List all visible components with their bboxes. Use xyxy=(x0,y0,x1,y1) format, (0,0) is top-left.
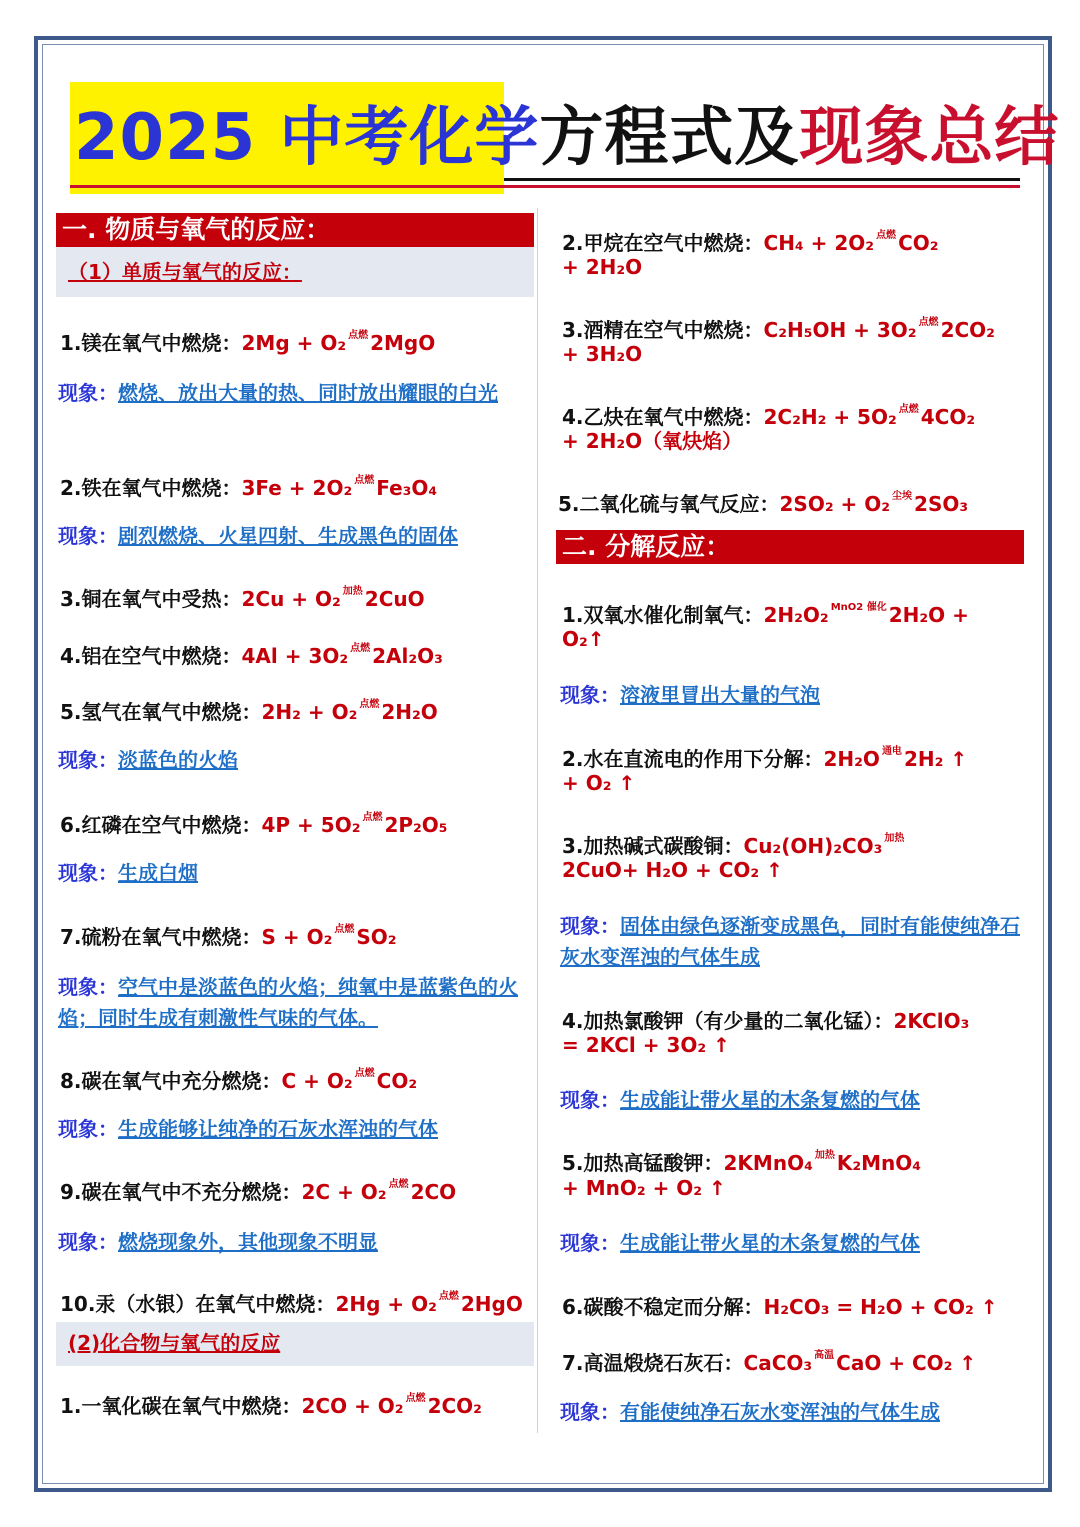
phenomenon-row xyxy=(58,745,528,776)
equation-text: 3Fe + 2O₂ xyxy=(241,476,353,500)
reaction-condition: 通电 xyxy=(881,746,902,757)
reaction-condition: 加热 xyxy=(884,833,905,844)
equation-text: K₂MnO₄ xyxy=(836,1151,922,1175)
title-underline-black xyxy=(504,178,1020,181)
reaction-label: 4.加热氯酸钾（有少量的二氧化锰）： xyxy=(562,1009,894,1033)
title-underline-red xyxy=(70,185,1020,188)
reaction-condition: 点燃 xyxy=(438,1291,459,1302)
equation-continuation xyxy=(562,1173,726,1203)
reaction-label: 5.加热高锰酸钾： xyxy=(562,1151,724,1175)
section-heading-1: 一. 物质与氧气的反应： xyxy=(56,213,534,247)
reaction-condition: 点燃 xyxy=(348,330,369,341)
reaction-label: 7.高温煅烧石灰石： xyxy=(562,1351,744,1375)
equation-row xyxy=(558,482,968,519)
phenomenon-row xyxy=(58,1114,528,1145)
phenomenon-row xyxy=(58,378,528,409)
equation-continuation xyxy=(562,252,642,282)
reaction-condition: 高温 xyxy=(814,1350,835,1361)
reaction-condition: 加热 xyxy=(342,586,363,597)
equation-text: + 2H₂O（氧炔焰） xyxy=(562,429,743,453)
reaction-condition: 点燃 xyxy=(350,643,371,654)
equation-text: SO₂ xyxy=(356,925,397,949)
phenomenon-row xyxy=(560,1397,1020,1428)
equation-text: 2H₂O xyxy=(823,747,880,771)
equation-row xyxy=(60,321,435,358)
reaction-label: 2.水在直流电的作用下分解： xyxy=(562,747,824,771)
phenomenon-label: 现象： xyxy=(560,1400,620,1424)
reaction-condition: 点燃 xyxy=(354,475,375,486)
equation-text: 2H₂O xyxy=(381,700,438,724)
equation-row xyxy=(562,593,969,630)
phenomenon-label: 现象： xyxy=(58,748,118,772)
phenomenon-text: 淡蓝色的火焰 xyxy=(118,748,238,772)
reaction-condition: 加热 xyxy=(814,1150,835,1161)
equation-row xyxy=(562,1341,976,1378)
equation-text: 2SO₂ + O₂ xyxy=(779,492,891,516)
equation-text: 2P₂O₅ xyxy=(384,813,448,837)
page-title xyxy=(70,82,1060,194)
subsection-heading-1a xyxy=(56,247,534,297)
reaction-label: 9.碳在氧气中不充分燃烧： xyxy=(60,1180,302,1204)
phenomenon-text: 剧烈燃烧、火星四射、生成黑色的固体 xyxy=(118,524,458,548)
equation-text: 2KMnO₄ xyxy=(723,1151,813,1175)
reaction-label: 5.二氧化硫与氧气反应： xyxy=(558,492,780,516)
equation-row xyxy=(60,1282,523,1319)
equation-row xyxy=(60,577,425,614)
phenomenon-row xyxy=(560,1228,1020,1259)
reaction-label: 3.铜在氧气中受热： xyxy=(60,587,242,611)
equation-text: Fe₃O₄ xyxy=(376,476,438,500)
equation-text: 4P + 5O₂ xyxy=(261,813,361,837)
equation-text: 2HgO xyxy=(460,1292,523,1316)
equation-text: 2H₂O₂ xyxy=(763,603,829,627)
equation-text: 2CuO xyxy=(364,587,425,611)
phenomenon-row xyxy=(58,1227,528,1258)
equation-text: O₂↑ xyxy=(562,627,605,651)
equation-text: 2CO xyxy=(410,1180,457,1204)
title-part-1: 2025 中考化学 xyxy=(74,101,540,175)
equation-text: CaO + CO₂ ↑ xyxy=(836,1351,977,1375)
phenomenon-row xyxy=(58,521,528,552)
equation-text: C + O₂ xyxy=(281,1069,353,1093)
equation-row xyxy=(60,634,443,671)
equation-row xyxy=(60,690,438,727)
phenomenon-row xyxy=(560,911,1020,973)
reaction-condition: 点燃 xyxy=(405,1393,426,1404)
reaction-label: 10.汞（水银）在氧气中燃烧： xyxy=(60,1292,336,1316)
phenomenon-label: 现象： xyxy=(58,381,118,405)
reaction-label: 6.红磷在空气中燃烧： xyxy=(60,813,262,837)
equation-row xyxy=(60,915,397,952)
reaction-condition: 点燃 xyxy=(898,404,919,415)
reaction-condition: 点燃 xyxy=(334,924,355,935)
phenomenon-text: 生成白烟 xyxy=(118,861,198,885)
phenomenon-label: 现象： xyxy=(58,524,118,548)
equation-row xyxy=(60,803,448,840)
equation-text: S + O₂ xyxy=(261,925,333,949)
equation-text: + 3H₂O xyxy=(562,342,643,366)
reaction-condition: 点燃 xyxy=(918,317,939,328)
title-part-3: 现象总结 xyxy=(799,101,1060,175)
phenomenon-text: 生成能够让纯净的石灰水浑浊的气体 xyxy=(118,1117,438,1141)
phenomenon-label: 现象： xyxy=(560,914,620,938)
equation-text: H₂CO₃ = H₂O + CO₂ ↑ xyxy=(763,1295,998,1319)
phenomenon-text: 生成能让带火星的木条复燃的气体 xyxy=(620,1231,920,1255)
subsection-heading-1b-text: (2)化合物与氧气的反应 xyxy=(68,1331,281,1355)
reaction-label: 7.硫粉在氧气中燃烧： xyxy=(60,925,262,949)
reaction-condition: 点燃 xyxy=(354,1068,375,1079)
equation-text: 2KClO₃ xyxy=(893,1009,970,1033)
phenomenon-text: 生成能让带火星的木条复燃的气体 xyxy=(620,1088,920,1112)
equation-row xyxy=(60,466,437,503)
subsection-heading-1a-text: （1）单质与氧气的反应： xyxy=(68,260,302,284)
equation-continuation xyxy=(562,339,642,369)
reaction-label: 3.加热碱式碳酸铜： xyxy=(562,834,744,858)
equation-text: 2CO + O₂ xyxy=(301,1394,404,1418)
phenomenon-text: 固体由绿色逐渐变成黑色，同时有能使纯净石灰水变浑浊的气体生成 xyxy=(560,914,1020,969)
title-part-2: 方程式及 xyxy=(539,101,800,175)
reaction-label: 1.镁在氧气中燃烧： xyxy=(60,331,242,355)
equation-row xyxy=(562,1285,1001,1322)
phenomenon-row xyxy=(560,1085,1020,1116)
column-divider xyxy=(537,208,538,1433)
reaction-label: 2.甲烷在空气中燃烧： xyxy=(562,231,764,255)
reaction-label: 2.铁在氧气中燃烧： xyxy=(60,476,242,500)
equation-continuation xyxy=(562,624,605,654)
equation-text: CaCO₃ xyxy=(743,1351,813,1375)
subsection-heading-1b xyxy=(56,1322,534,1366)
equation-row xyxy=(60,1059,417,1096)
section-heading-2: 二. 分解反应： xyxy=(556,530,1024,564)
equation-text: 2CuO+ H₂O + CO₂ ↑ xyxy=(562,858,783,882)
equation-text: 2CO₂ xyxy=(427,1394,482,1418)
equation-text: + O₂ ↑ xyxy=(562,771,636,795)
phenomenon-label: 现象： xyxy=(560,1231,620,1255)
equation-text: + MnO₂ + O₂ ↑ xyxy=(562,1176,726,1200)
reaction-label: 4.乙炔在氧气中燃烧： xyxy=(562,405,764,429)
equation-text: 2MgO xyxy=(370,331,436,355)
phenomenon-text: 燃烧、放出大量的热、同时放出耀眼的白光 xyxy=(118,381,498,405)
equation-text: 2Hg + O₂ xyxy=(335,1292,437,1316)
equation-text: 2H₂O + xyxy=(888,603,969,627)
equation-text: Cu₂(OH)₂CO₃ xyxy=(743,834,883,858)
reaction-condition: 尘埃 xyxy=(892,491,913,502)
phenomenon-label: 现象： xyxy=(58,861,118,885)
reaction-label: 8.碳在氧气中充分燃烧： xyxy=(60,1069,282,1093)
reaction-condition: MnO2 催化 xyxy=(830,602,887,613)
reaction-label: 3.酒精在空气中燃烧： xyxy=(562,318,764,342)
equation-text: CO₂ xyxy=(898,231,939,255)
phenomenon-text: 有能使纯净石灰水变浑浊的气体生成 xyxy=(620,1400,940,1424)
equation-continuation xyxy=(562,855,783,885)
phenomenon-label: 现象： xyxy=(58,1230,118,1254)
reaction-label: 6.碳酸不稳定而分解： xyxy=(562,1295,764,1319)
equation-continuation xyxy=(562,426,742,456)
phenomenon-text: 溶液里冒出大量的气泡 xyxy=(620,683,820,707)
reaction-condition: 点燃 xyxy=(359,699,380,710)
equation-continuation xyxy=(562,1030,730,1060)
equation-text: 2SO₃ xyxy=(914,492,969,516)
equation-text: 2C₂H₂ + 5O₂ xyxy=(763,405,897,429)
equation-row xyxy=(60,1384,482,1421)
equation-continuation xyxy=(562,768,635,798)
equation-text: 2Al₂O₃ xyxy=(372,644,443,668)
reaction-label: 1.双氧水催化制氧气： xyxy=(562,603,764,627)
phenomenon-text: 燃烧现象外，其他现象不明显 xyxy=(118,1230,378,1254)
equation-text: C₂H₅OH + 3O₂ xyxy=(763,318,917,342)
reaction-label: 1.一氧化碳在氧气中燃烧： xyxy=(60,1394,302,1418)
phenomenon-label: 现象： xyxy=(58,975,118,999)
reaction-condition: 点燃 xyxy=(388,1179,409,1190)
phenomenon-label: 现象： xyxy=(560,1088,620,1112)
equation-text: 2Cu + O₂ xyxy=(241,587,341,611)
equation-text: 2CO₂ xyxy=(940,318,995,342)
equation-text: = 2KCl + 3O₂ ↑ xyxy=(562,1033,730,1057)
phenomenon-row xyxy=(560,680,1020,711)
reaction-label: 4.铝在空气中燃烧： xyxy=(60,644,242,668)
equation-text: CO₂ xyxy=(376,1069,418,1093)
title-text xyxy=(74,100,1059,176)
equation-text: 4Al + 3O₂ xyxy=(241,644,349,668)
phenomenon-label: 现象： xyxy=(58,1117,118,1141)
reaction-condition: 点燃 xyxy=(876,230,897,241)
equation-text: + 2H₂O xyxy=(562,255,643,279)
equation-text: 2Mg + O₂ xyxy=(241,331,347,355)
phenomenon-label: 现象： xyxy=(560,683,620,707)
equation-text: 2H₂ ↑ xyxy=(903,747,968,771)
equation-text: CH₄ + 2O₂ xyxy=(763,231,875,255)
equation-text: 2H₂ + O₂ xyxy=(261,700,358,724)
phenomenon-text: 空气中是淡蓝色的火焰；纯氧中是蓝紫色的火焰；同时生成有刺激性气味的气体。 xyxy=(58,975,518,1030)
equation-text: 4CO₂ xyxy=(920,405,976,429)
reaction-label: 5.氢气在氧气中燃烧： xyxy=(60,700,262,724)
phenomenon-row xyxy=(58,972,528,1034)
phenomenon-row xyxy=(58,858,528,889)
reaction-condition: 点燃 xyxy=(362,812,383,823)
equation-text: 2C + O₂ xyxy=(301,1180,387,1204)
equation-row xyxy=(60,1170,456,1207)
